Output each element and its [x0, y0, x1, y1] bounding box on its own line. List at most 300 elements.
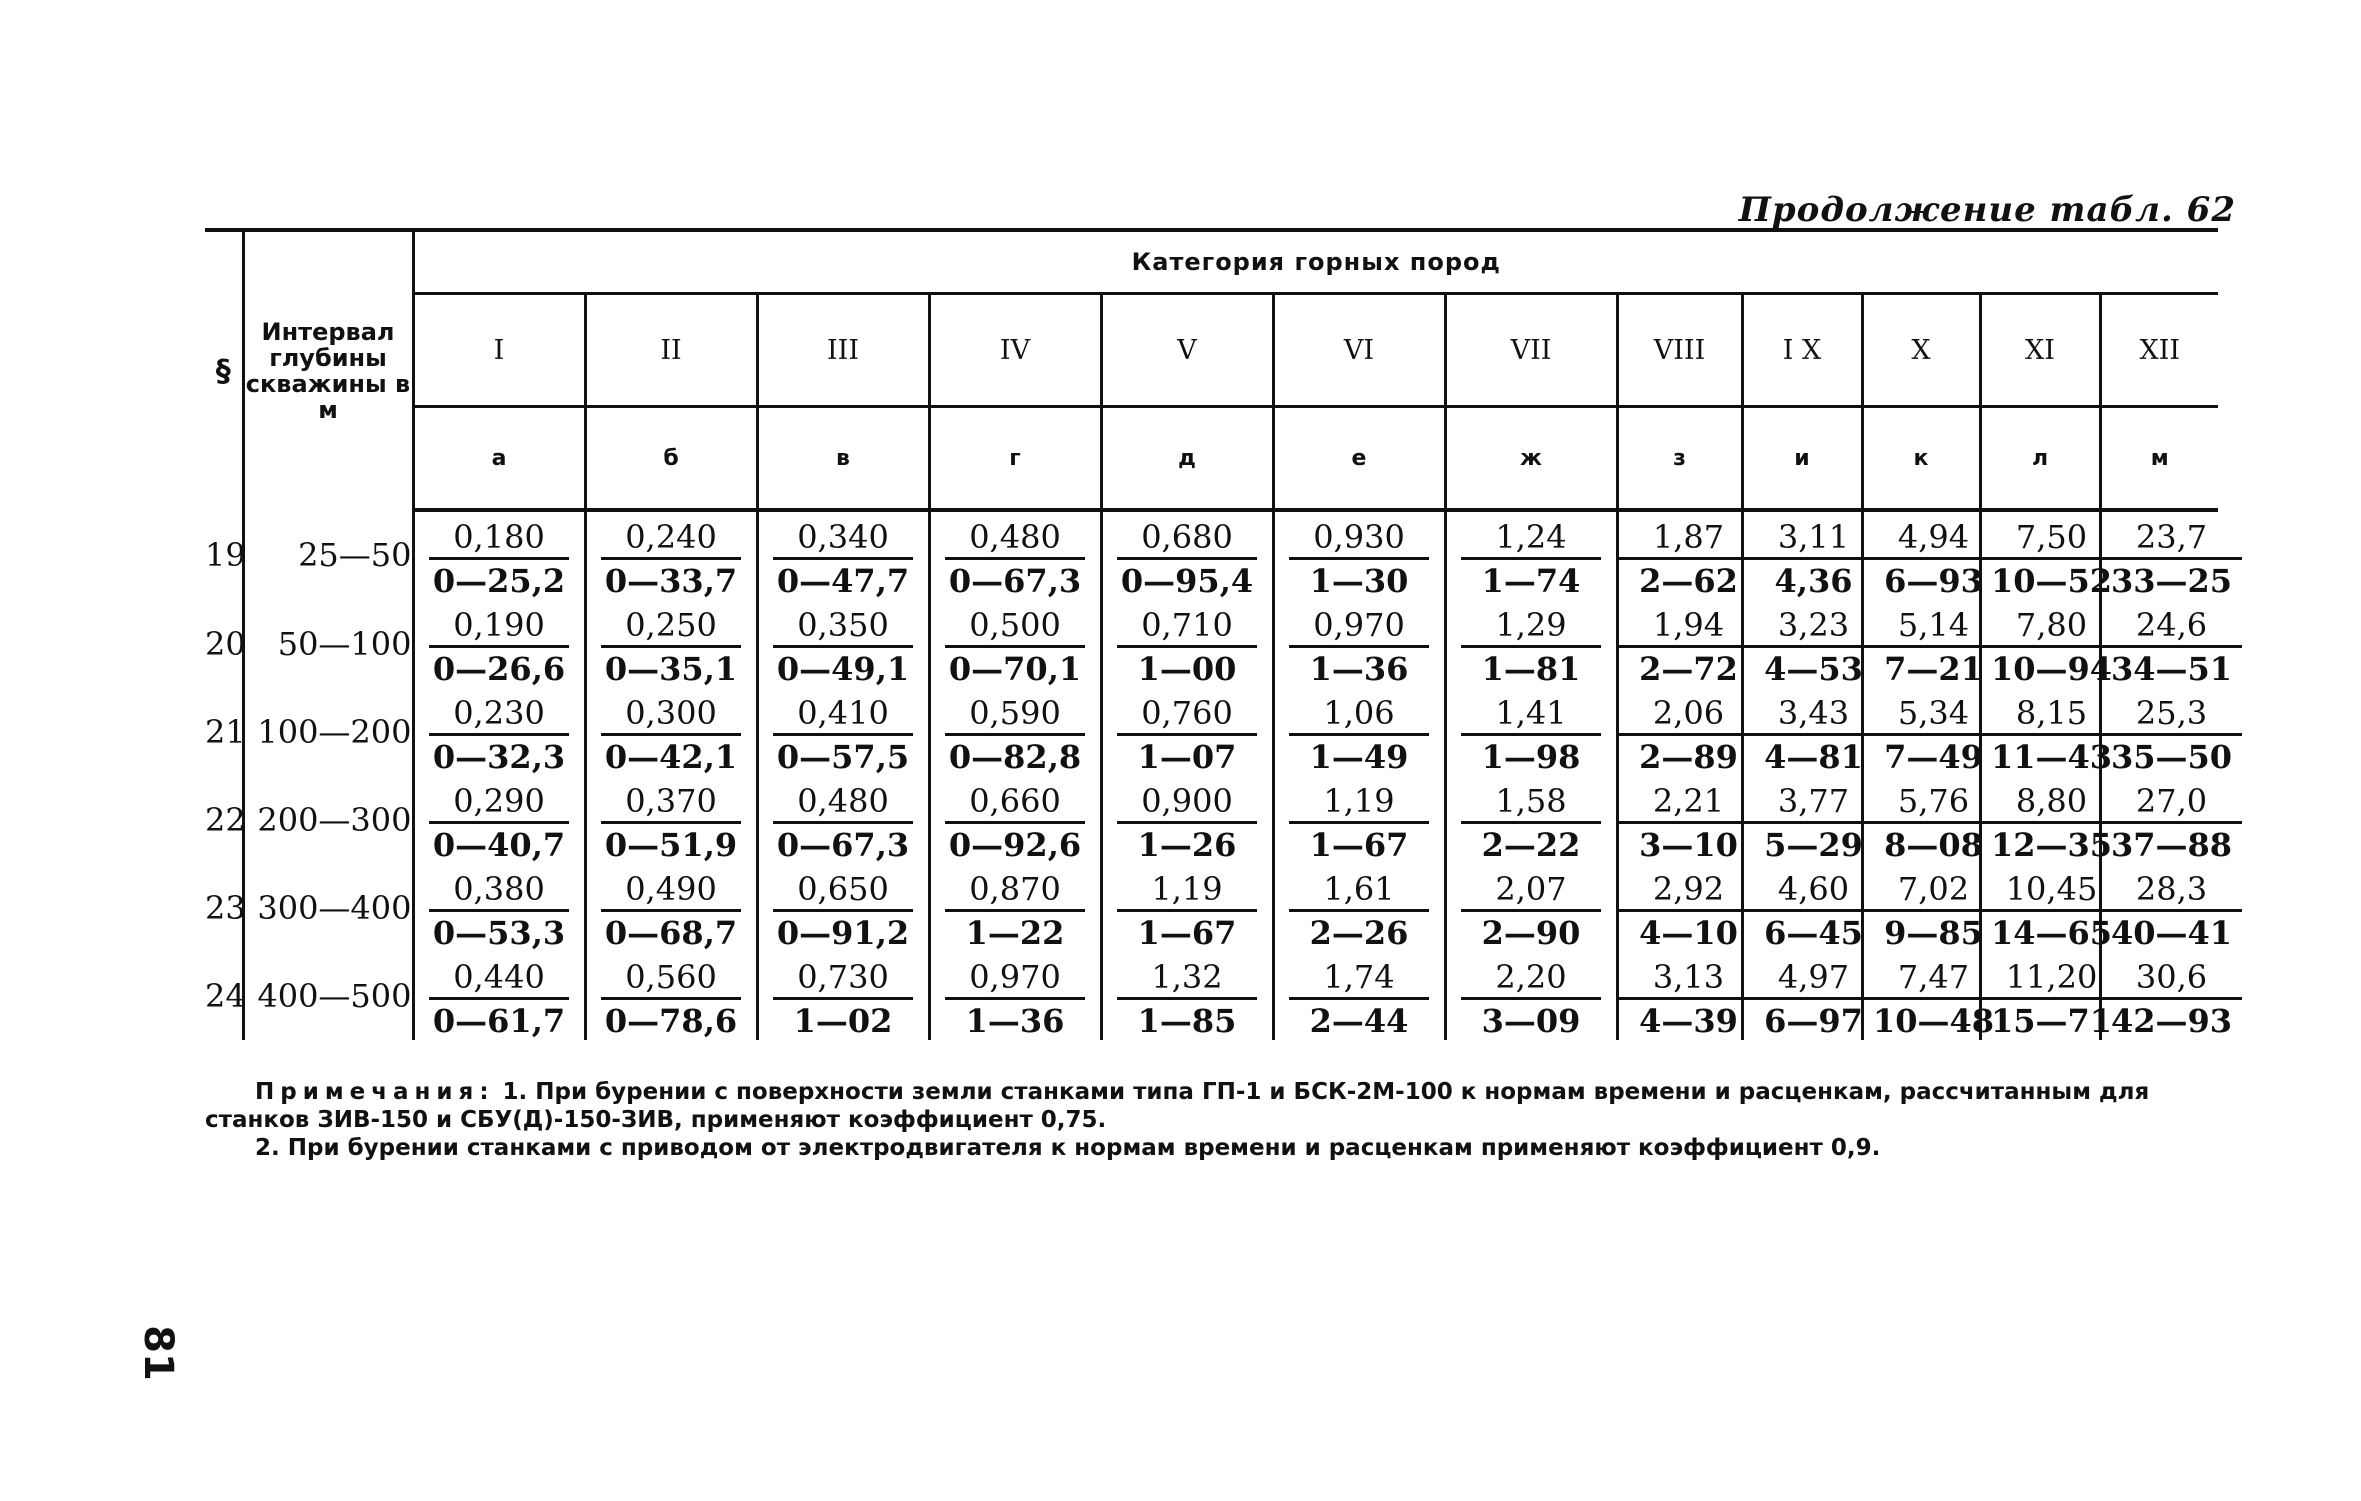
rate-price: 1—36: [965, 1002, 1065, 1040]
norm-fraction: [429, 958, 569, 1040]
rate-price: 1—00: [1137, 650, 1237, 688]
time-norm: 0,180: [429, 518, 569, 560]
norm-fraction: [1289, 518, 1429, 600]
norm-fraction: [1744, 782, 1884, 864]
time-norm: 1,29: [1461, 606, 1601, 648]
rate-price: 7—49: [1884, 738, 1983, 776]
norm-fraction: [945, 782, 1085, 864]
norm-cell: [1617, 688, 1742, 776]
rate-price: 12—35: [1990, 826, 2113, 864]
rate-price: 2—72: [1639, 650, 1738, 688]
rate-price: 4—10: [1639, 914, 1738, 952]
time-norm: 2,21: [1619, 782, 1759, 824]
norm-cell: [1101, 776, 1273, 864]
time-norm: 23,7: [2102, 518, 2242, 560]
norm-fraction: [1982, 958, 2122, 1040]
time-norm: 0,340: [773, 518, 913, 560]
rate-price: 42—93: [2110, 1002, 2233, 1040]
table-row: [205, 688, 2218, 776]
rate-price: 0—53,3: [432, 914, 566, 952]
time-norm: 1,61: [1289, 870, 1429, 912]
depth-interval: 400—500: [243, 952, 413, 1040]
norm-cell: [1101, 864, 1273, 952]
norm-cell: [2100, 510, 2233, 600]
category-roman-12: XII: [2100, 294, 2218, 407]
norm-cell: [1617, 864, 1742, 952]
table-row: [205, 510, 2218, 600]
norm-fraction: [601, 518, 741, 600]
norm-fraction: [1289, 606, 1429, 688]
table-row: [205, 864, 2218, 952]
norm-fraction: [1289, 870, 1429, 952]
norm-fraction: [1461, 958, 1601, 1040]
rate-price: 14—65: [1990, 914, 2113, 952]
time-norm: 3,13: [1619, 958, 1759, 1000]
norm-fraction: [1744, 694, 1884, 776]
time-norm: 11,20: [1982, 958, 2122, 1000]
norm-fraction: [1982, 694, 2122, 776]
time-norm: 0,230: [429, 694, 569, 736]
norm-fraction: [1117, 958, 1257, 1040]
time-norm: 0,190: [429, 606, 569, 648]
time-norm: 2,06: [1619, 694, 1759, 736]
time-norm: 8,15: [1982, 694, 2122, 736]
category-roman-6: VI: [1273, 294, 1445, 407]
table-continuation-title: Продолжение табл. 62: [1738, 190, 2236, 230]
time-norm: 7,80: [1982, 606, 2122, 648]
rate-price: 0—61,7: [432, 1002, 566, 1040]
category-letter-5: д: [1101, 407, 1273, 511]
time-norm: 10,45: [1982, 870, 2122, 912]
rock-category-header: Категория горных пород: [413, 230, 2218, 294]
rate-price: 0—67,3: [948, 562, 1082, 600]
rate-price: 11—43: [1990, 738, 2113, 776]
rate-price: 10—94: [1990, 650, 2113, 688]
rate-price: 1—81: [1481, 650, 1581, 688]
time-norm: 1,06: [1289, 694, 1429, 736]
norm-cell: [1617, 776, 1742, 864]
norm-cell: [1617, 600, 1742, 688]
category-roman-3: III: [757, 294, 929, 407]
page-number: 81: [134, 1325, 181, 1381]
norm-fraction: [1289, 782, 1429, 864]
norm-fraction: [1461, 694, 1601, 776]
category-letter-9: и: [1742, 407, 1862, 511]
time-norm: 24,6: [2102, 606, 2242, 648]
table-row: [205, 600, 2218, 688]
norm-fraction: [2102, 518, 2242, 600]
category-roman-10: X: [1862, 294, 1980, 407]
time-norm: 5,76: [1864, 782, 2004, 824]
rate-price: 1—74: [1481, 562, 1581, 600]
rate-price: 6—45: [1764, 914, 1863, 952]
category-letter-7: ж: [1445, 407, 1617, 511]
time-norm: 0,660: [945, 782, 1085, 824]
time-norm: 0,730: [773, 958, 913, 1000]
norm-fraction: [2102, 694, 2242, 776]
time-norm: 3,23: [1744, 606, 1884, 648]
norm-cell: [1445, 776, 1617, 864]
rate-price: 1—85: [1137, 1002, 1237, 1040]
rate-price: 0—40,7: [432, 826, 566, 864]
norm-fraction: [1117, 870, 1257, 952]
rate-price: 33—25: [2110, 562, 2233, 600]
norm-cell: [1101, 510, 1273, 600]
norm-fraction: [773, 782, 913, 864]
norm-cell: [2100, 952, 2233, 1040]
time-norm: 1,19: [1289, 782, 1429, 824]
norm-cell: [1742, 864, 1862, 952]
norm-cell: [929, 776, 1101, 864]
rate-price: 1—98: [1481, 738, 1581, 776]
norm-fraction: [601, 606, 741, 688]
rate-price: 3—10: [1639, 826, 1738, 864]
category-letter-6: е: [1273, 407, 1445, 511]
rate-price: 34—51: [2110, 650, 2233, 688]
rate-price: 1—30: [1309, 562, 1409, 600]
norm-fraction: [773, 694, 913, 776]
norm-cell: [1445, 688, 1617, 776]
rate-price: 2—26: [1309, 914, 1409, 952]
norm-cell: [929, 600, 1101, 688]
norm-fraction: [601, 782, 741, 864]
rate-price: 0—70,1: [948, 650, 1082, 688]
norm-cell: [2100, 776, 2233, 864]
norm-cell: [1980, 688, 2113, 776]
time-norm: 0,370: [601, 782, 741, 824]
rate-price: 9—85: [1884, 914, 1983, 952]
time-norm: 8,80: [1982, 782, 2122, 824]
rate-price: 8—08: [1884, 826, 1983, 864]
time-norm: 25,3: [2102, 694, 2242, 736]
norm-fraction: [1117, 606, 1257, 688]
rate-price: 0—26,6: [432, 650, 566, 688]
time-norm: 0,350: [773, 606, 913, 648]
rate-price: 1—22: [965, 914, 1065, 952]
rate-price: 40—41: [2110, 914, 2233, 952]
norm-cell: [1101, 952, 1273, 1040]
time-norm: 0,560: [601, 958, 741, 1000]
norm-fraction: [773, 870, 913, 952]
norm-fraction: [1744, 518, 1884, 600]
time-norm: 0,590: [945, 694, 1085, 736]
category-roman-11: XI: [1980, 294, 2100, 407]
category-roman-1: I: [413, 294, 585, 407]
rate-price: 1—67: [1137, 914, 1237, 952]
norm-fraction: [773, 606, 913, 688]
rate-price: 0—25,2: [432, 562, 566, 600]
norm-fraction: [1461, 518, 1601, 600]
norm-cell: [2100, 688, 2233, 776]
rate-price: 0—33,7: [604, 562, 738, 600]
norm-fraction: [1117, 782, 1257, 864]
category-roman-9: I X: [1742, 294, 1862, 407]
norm-cell: [585, 776, 757, 864]
category-roman-7: VII: [1445, 294, 1617, 407]
norm-cell: [585, 600, 757, 688]
rate-price: 0—95,4: [1120, 562, 1254, 600]
norm-fraction: [945, 958, 1085, 1040]
norm-cell: [413, 600, 585, 688]
rate-price: 0—67,3: [776, 826, 910, 864]
time-norm: 0,290: [429, 782, 569, 824]
rate-price: 0—51,9: [604, 826, 738, 864]
norm-fraction: [429, 694, 569, 776]
norm-fraction: [1461, 782, 1601, 864]
norm-cell: [1617, 952, 1742, 1040]
category-letter-row: [205, 407, 2218, 511]
norm-cell: [1742, 952, 1862, 1040]
norm-cell: [585, 510, 757, 600]
time-norm: 0,970: [1289, 606, 1429, 648]
norm-cell: [929, 952, 1101, 1040]
norm-cell: [1445, 952, 1617, 1040]
norm-cell: [413, 688, 585, 776]
norm-fraction: [2102, 958, 2242, 1040]
norm-cell: [1101, 688, 1273, 776]
rate-price: 35—50: [2110, 738, 2233, 776]
time-norm: 7,47: [1864, 958, 2004, 1000]
rate-price: 0—91,2: [776, 914, 910, 952]
rate-price: 2—62: [1639, 562, 1738, 600]
rate-price: 3—09: [1481, 1002, 1581, 1040]
row-number: 19: [205, 536, 246, 574]
time-norm: 1,74: [1289, 958, 1429, 1000]
time-norm: 4,97: [1744, 958, 1884, 1000]
norm-fraction: [429, 782, 569, 864]
norm-cell: [757, 510, 929, 600]
norm-cell: [929, 510, 1101, 600]
time-norm: 0,900: [1117, 782, 1257, 824]
time-norm: 27,0: [2102, 782, 2242, 824]
norm-cell: [1862, 688, 1983, 776]
norm-cell: [1445, 600, 1617, 688]
time-norm: 0,870: [945, 870, 1085, 912]
rate-price: 2—89: [1639, 738, 1738, 776]
norm-fraction: [1289, 694, 1429, 776]
depth-interval: 25—50: [243, 510, 413, 600]
norm-cell: [1617, 510, 1742, 600]
norm-cell: [585, 864, 757, 952]
norm-fraction: [1744, 958, 1884, 1040]
norm-cell: [413, 864, 585, 952]
rate-price: 4,36: [1774, 562, 1853, 600]
time-norm: 0,500: [945, 606, 1085, 648]
rate-price: 0—32,3: [432, 738, 566, 776]
time-norm: 1,19: [1117, 870, 1257, 912]
time-norm: 1,41: [1461, 694, 1601, 736]
norm-cell: [413, 510, 585, 600]
rate-price: 0—42,1: [604, 738, 738, 776]
norm-fraction: [1744, 606, 1884, 688]
category-letter-10: к: [1862, 407, 1980, 511]
time-norm: 0,970: [945, 958, 1085, 1000]
category-roman-2: II: [585, 294, 757, 407]
norms-table-body: [205, 510, 2233, 1040]
norm-cell: [1980, 864, 2113, 952]
norm-fraction: [1117, 694, 1257, 776]
norm-fraction: [1619, 782, 1759, 864]
norm-fraction: [1117, 518, 1257, 600]
norm-fraction: [1461, 606, 1601, 688]
norm-cell: [413, 776, 585, 864]
time-norm: 0,440: [429, 958, 569, 1000]
row-number: 22: [205, 801, 246, 839]
norm-fraction: [1289, 958, 1429, 1040]
rate-price: 1—36: [1309, 650, 1409, 688]
table-notes: [205, 1078, 2205, 1162]
category-letter-4: г: [929, 407, 1101, 511]
depth-interval: 200—300: [243, 776, 413, 864]
time-norm: 1,94: [1619, 606, 1759, 648]
time-norm: 0,680: [1117, 518, 1257, 560]
norm-cell: [1862, 776, 1983, 864]
norm-cell: [1862, 864, 1983, 952]
rate-price: 6—97: [1764, 1002, 1863, 1040]
norm-cell: [1980, 776, 2113, 864]
time-norm: 5,34: [1864, 694, 2004, 736]
time-norm: 4,94: [1864, 518, 2004, 560]
rate-price: 1—02: [793, 1002, 893, 1040]
time-norm: 0,480: [773, 782, 913, 824]
norm-fraction: [1619, 694, 1759, 776]
norm-fraction: [1982, 518, 2122, 600]
norm-cell: [1980, 952, 2113, 1040]
norm-cell: [413, 952, 585, 1040]
rate-price: 2—90: [1481, 914, 1581, 952]
norm-fraction: [1619, 606, 1759, 688]
category-letter-1: а: [413, 407, 585, 511]
category-letter-11: л: [1980, 407, 2100, 511]
norm-fraction: [601, 694, 741, 776]
norm-cell: [1273, 864, 1445, 952]
norm-fraction: [1461, 870, 1601, 952]
time-norm: 0,930: [1289, 518, 1429, 560]
rate-price: 4—81: [1764, 738, 1863, 776]
time-norm: 0,480: [945, 518, 1085, 560]
norm-cell: [1273, 600, 1445, 688]
category-letter-8: з: [1617, 407, 1742, 511]
norm-cell: [585, 952, 757, 1040]
time-norm: 1,24: [1461, 518, 1601, 560]
norm-cell: [757, 776, 929, 864]
norm-cell: [1273, 776, 1445, 864]
time-norm: 0,650: [773, 870, 913, 912]
norm-cell: [1862, 600, 1983, 688]
row-number: 24: [205, 977, 246, 1015]
norm-fraction: [945, 694, 1085, 776]
time-norm: 4,60: [1744, 870, 1884, 912]
norm-fraction: [1619, 870, 1759, 952]
rate-price: 0—82,8: [948, 738, 1082, 776]
norm-cell: [2100, 864, 2233, 952]
time-norm: 2,07: [1461, 870, 1601, 912]
time-norm: 3,43: [1744, 694, 1884, 736]
category-letter-2: б: [585, 407, 757, 511]
time-norm: 1,58: [1461, 782, 1601, 824]
rate-price: 6—93: [1884, 562, 1983, 600]
norm-fraction: [1982, 782, 2122, 864]
time-norm: 0,490: [601, 870, 741, 912]
norm-cell: [929, 864, 1101, 952]
norm-fraction: [945, 606, 1085, 688]
norm-fraction: [945, 870, 1085, 952]
table-row: [205, 952, 2218, 1040]
norm-cell: [1273, 688, 1445, 776]
category-letter-12: м: [2100, 407, 2218, 511]
norms-table: [205, 228, 2233, 1040]
rate-price: 0—92,6: [948, 826, 1082, 864]
rate-price: 0—57,5: [776, 738, 910, 776]
note-1: 1. При бурении с поверхности земли станками типа ГП-1 и БСК-2М-100 к нормам времени и расценкам, рассчитанным для станков ЗИВ-150 и СБУ(Д)-150-ЗИВ, применяют коэффициент 0,75.: [205, 1079, 2150, 1133]
norm-fraction: [429, 870, 569, 952]
norm-cell: [757, 952, 929, 1040]
rate-price: 4—53: [1764, 650, 1863, 688]
category-roman-5: V: [1101, 294, 1273, 407]
time-norm: 0,410: [773, 694, 913, 736]
time-norm: 1,32: [1117, 958, 1257, 1000]
norm-fraction: [1982, 870, 2122, 952]
rate-price: 4—39: [1639, 1002, 1738, 1040]
rate-price: 37—88: [2110, 826, 2233, 864]
table-row: [205, 776, 2218, 864]
note-2: 2. При бурении станками с приводом от электродвигателя к нормам времени и расценкам применяют коэффициент 0,9.: [255, 1135, 1881, 1161]
row-number: 20: [205, 625, 246, 663]
norm-cell: [1742, 510, 1862, 600]
rate-price: 0—49,1: [776, 650, 910, 688]
time-norm: 1,87: [1619, 518, 1759, 560]
norm-fraction: [429, 606, 569, 688]
time-norm: 3,11: [1744, 518, 1884, 560]
norm-cell: [1742, 600, 1862, 688]
category-roman-row: [205, 294, 2218, 407]
norm-fraction: [429, 518, 569, 600]
category-roman-8: VIII: [1617, 294, 1742, 407]
rate-price: 1—49: [1309, 738, 1409, 776]
norm-cell: [757, 688, 929, 776]
norm-cell: [1862, 510, 1983, 600]
time-norm: 2,20: [1461, 958, 1601, 1000]
depth-interval: 300—400: [243, 864, 413, 952]
norm-fraction: [773, 518, 913, 600]
norm-cell: [1742, 776, 1862, 864]
norm-cell: [1862, 952, 1995, 1040]
norm-cell: [1980, 600, 2113, 688]
norm-cell: [2100, 600, 2233, 688]
rate-price: 0—47,7: [776, 562, 910, 600]
rate-price: 10—52: [1990, 562, 2113, 600]
norms-table-container: [205, 228, 2233, 1040]
norm-fraction: [1982, 606, 2122, 688]
norm-fraction: [601, 958, 741, 1040]
depth-interval-header: Интервал глубины скважины в м: [243, 230, 413, 510]
norm-fraction: [773, 958, 913, 1040]
norm-cell: [1445, 510, 1617, 600]
category-letter-3: в: [757, 407, 929, 511]
time-norm: 30,6: [2102, 958, 2242, 1000]
norm-fraction: [2102, 782, 2242, 864]
norm-fraction: [2102, 606, 2242, 688]
norm-cell: [757, 864, 929, 952]
rate-price: 10—48: [1872, 1002, 1995, 1040]
time-norm: 0,710: [1117, 606, 1257, 648]
norm-cell: [1980, 510, 2113, 600]
rate-price: 0—78,6: [604, 1002, 738, 1040]
norm-fraction: [1619, 958, 1759, 1040]
rate-price: 1—26: [1137, 826, 1237, 864]
time-norm: 0,760: [1117, 694, 1257, 736]
rownum-header: §: [215, 353, 231, 389]
